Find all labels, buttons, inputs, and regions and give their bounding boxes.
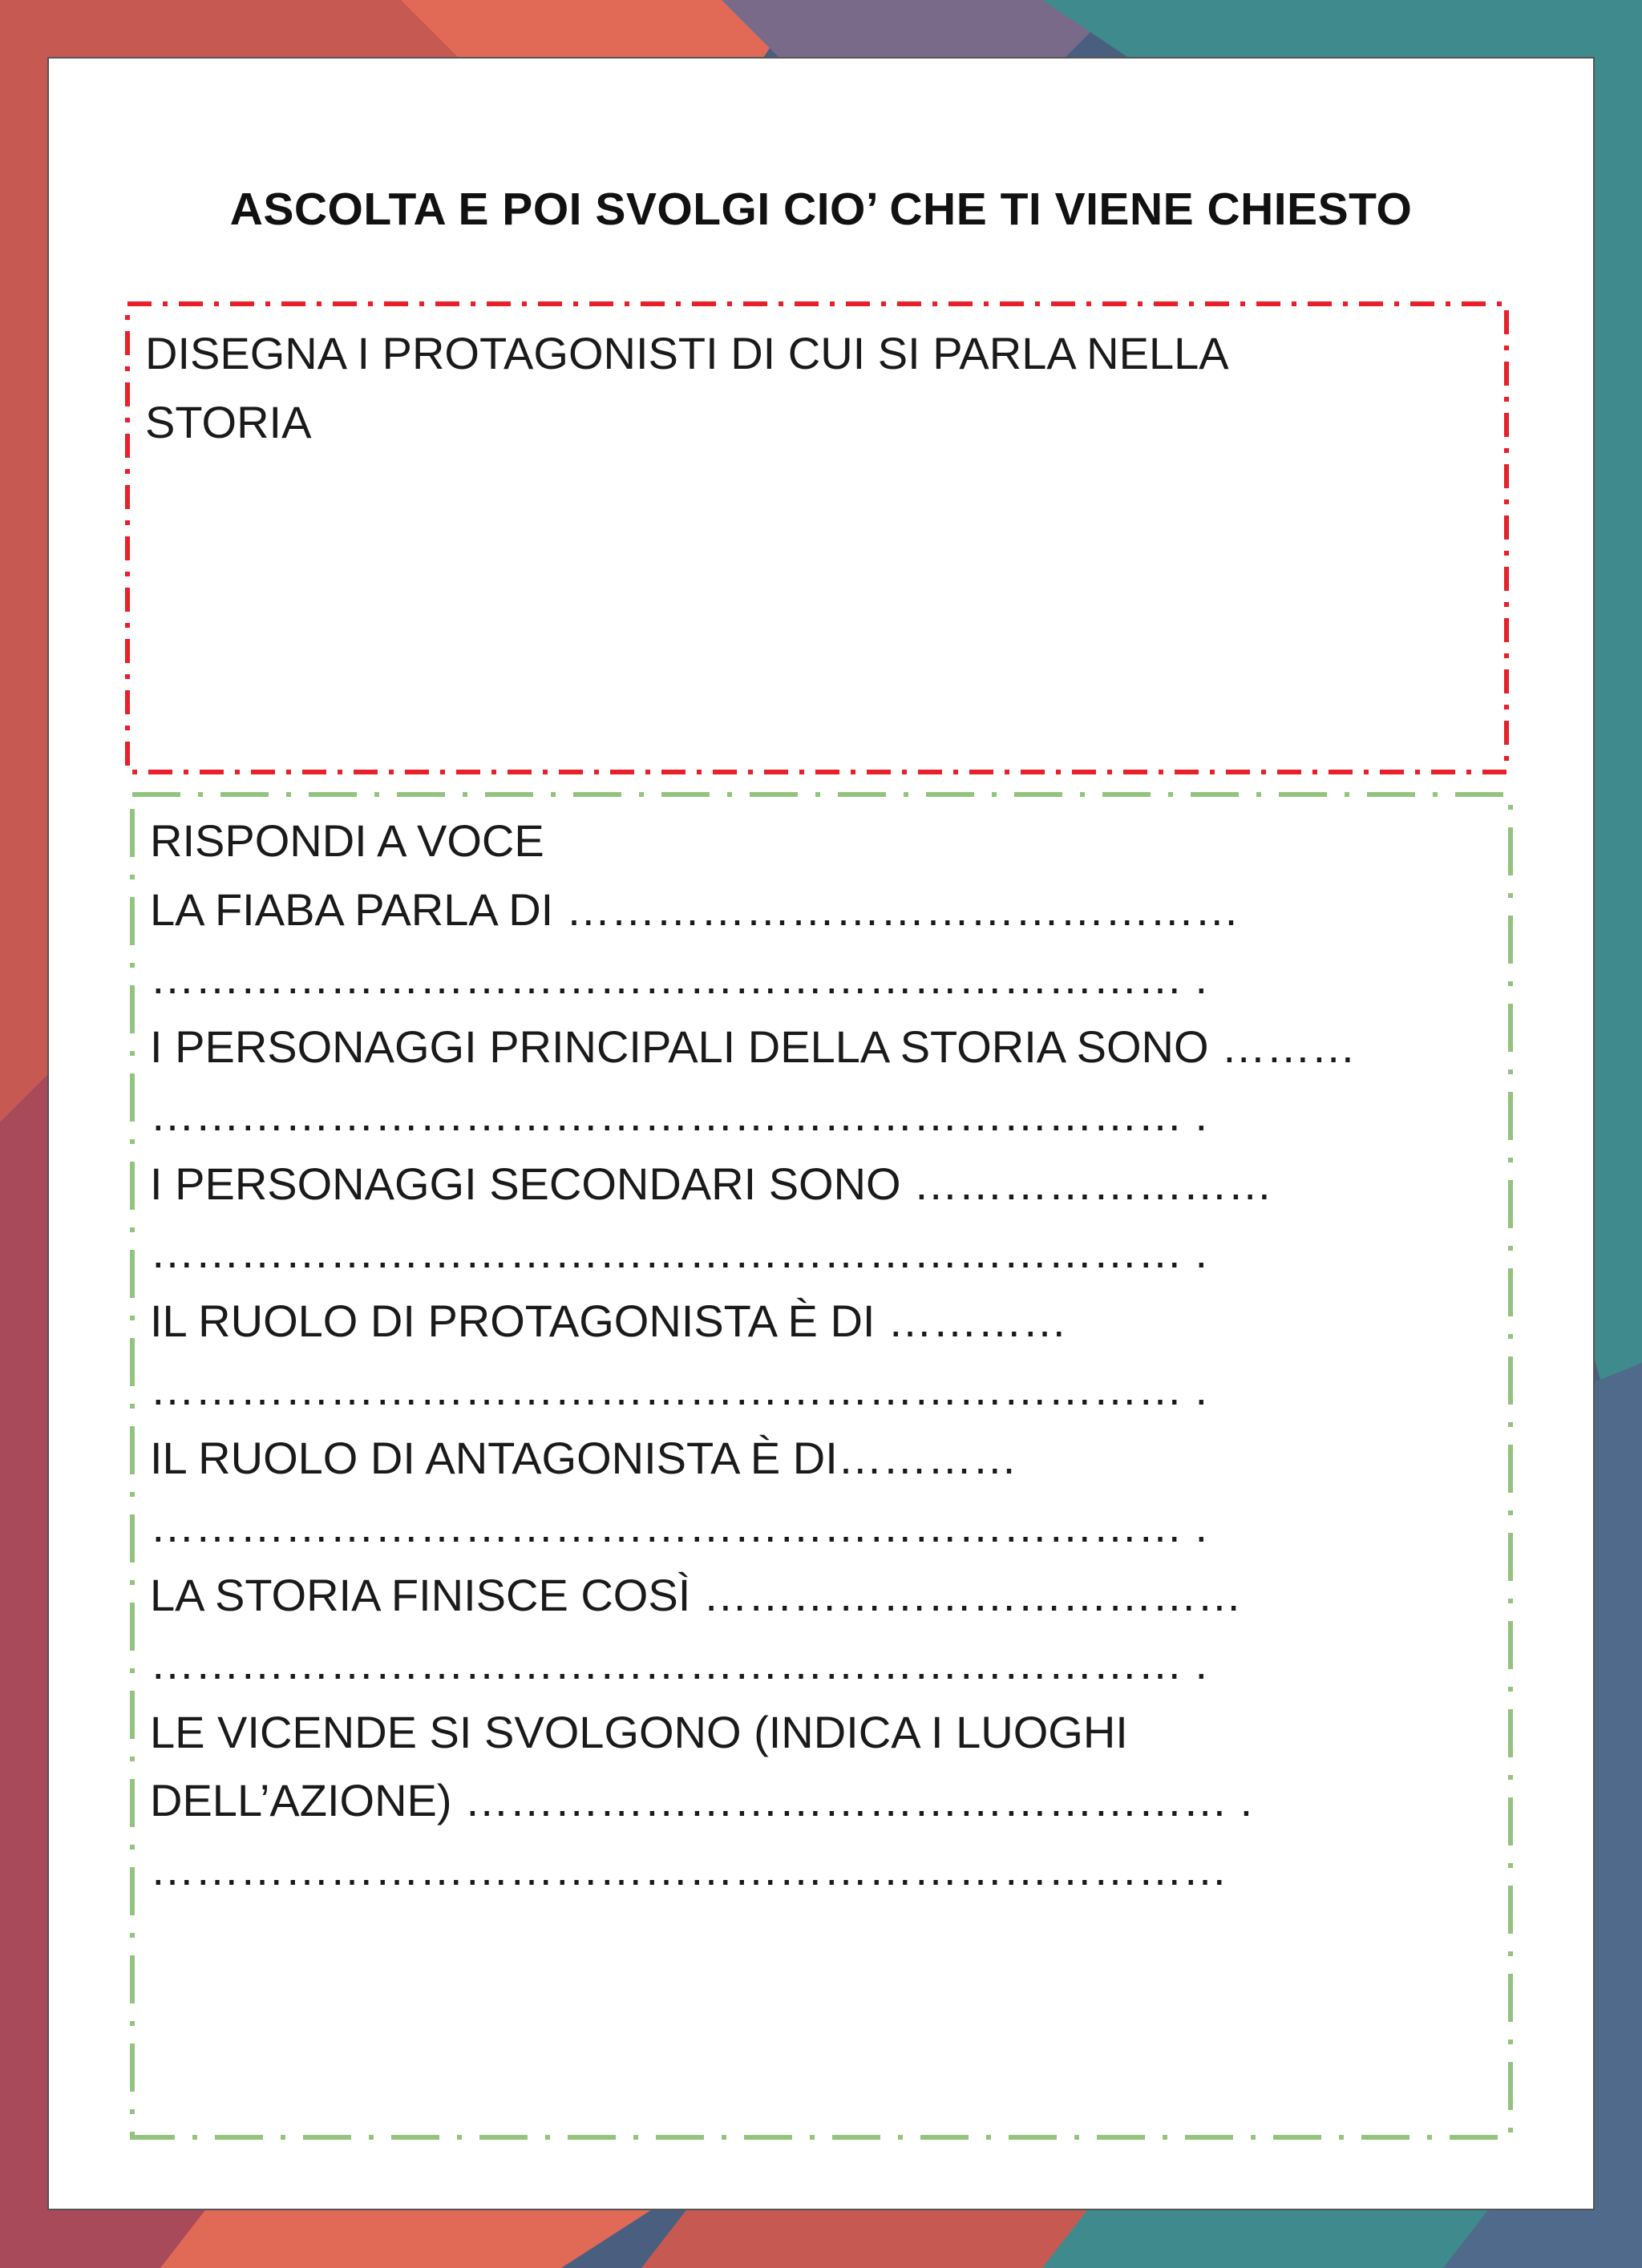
- answer-line: …………………………………………………………… .: [150, 1364, 1208, 1414]
- answers-heading: RISPONDI A VOCE: [150, 815, 544, 866]
- question-luoghi-continued: DELL’AZIONE) …………………………………………… .: [150, 1775, 1253, 1825]
- question-finale: LA STORIA FINISCE COSÌ ………………………………: [150, 1569, 1242, 1620]
- drawing-instruction-line: STORIA: [145, 397, 312, 447]
- question-fiaba: LA FIABA PARLA DI ………………………………………: [150, 883, 1240, 935]
- answer-line: ………………………………………………………………: [150, 1843, 1227, 1894]
- question-personaggi-principali: I PERSONAGGI PRINCIPALI DELLA STORIA SONO ………: [150, 1021, 1357, 1072]
- question-antagonista: IL RUOLO DI ANTAGONISTA È DI…………: [150, 1432, 1017, 1483]
- drawing-instruction-line: DISEGNA I PROTAGONISTI DI CUI SI PARLA NELLA: [145, 328, 1229, 378]
- answer-line: …………………………………………………………… .: [150, 1638, 1208, 1688]
- drawing-instructions: [145, 319, 1428, 457]
- answer-line: …………………………………………………………… .: [150, 1090, 1208, 1140]
- worksheet-title: ASCOLTA E POI SVOLGI CIO’ CHE TI VIENE CHIESTO: [229, 184, 1413, 235]
- answers-list: [150, 807, 1481, 1903]
- question-luoghi: LE VICENDE SI SVOLGONO (INDICA I LUOGHI: [150, 1706, 1128, 1757]
- answer-line: …………………………………………………………… .: [150, 952, 1208, 1003]
- answer-line: …………………………………………………………… .: [150, 1227, 1208, 1277]
- question-protagonista: IL RUOLO DI PROTAGONISTA È DI …………: [150, 1295, 1068, 1346]
- answer-line: …………………………………………………………… .: [150, 1501, 1208, 1551]
- question-personaggi-secondari: I PERSONAGGI SECONDARI SONO ……………………: [150, 1158, 1273, 1209]
